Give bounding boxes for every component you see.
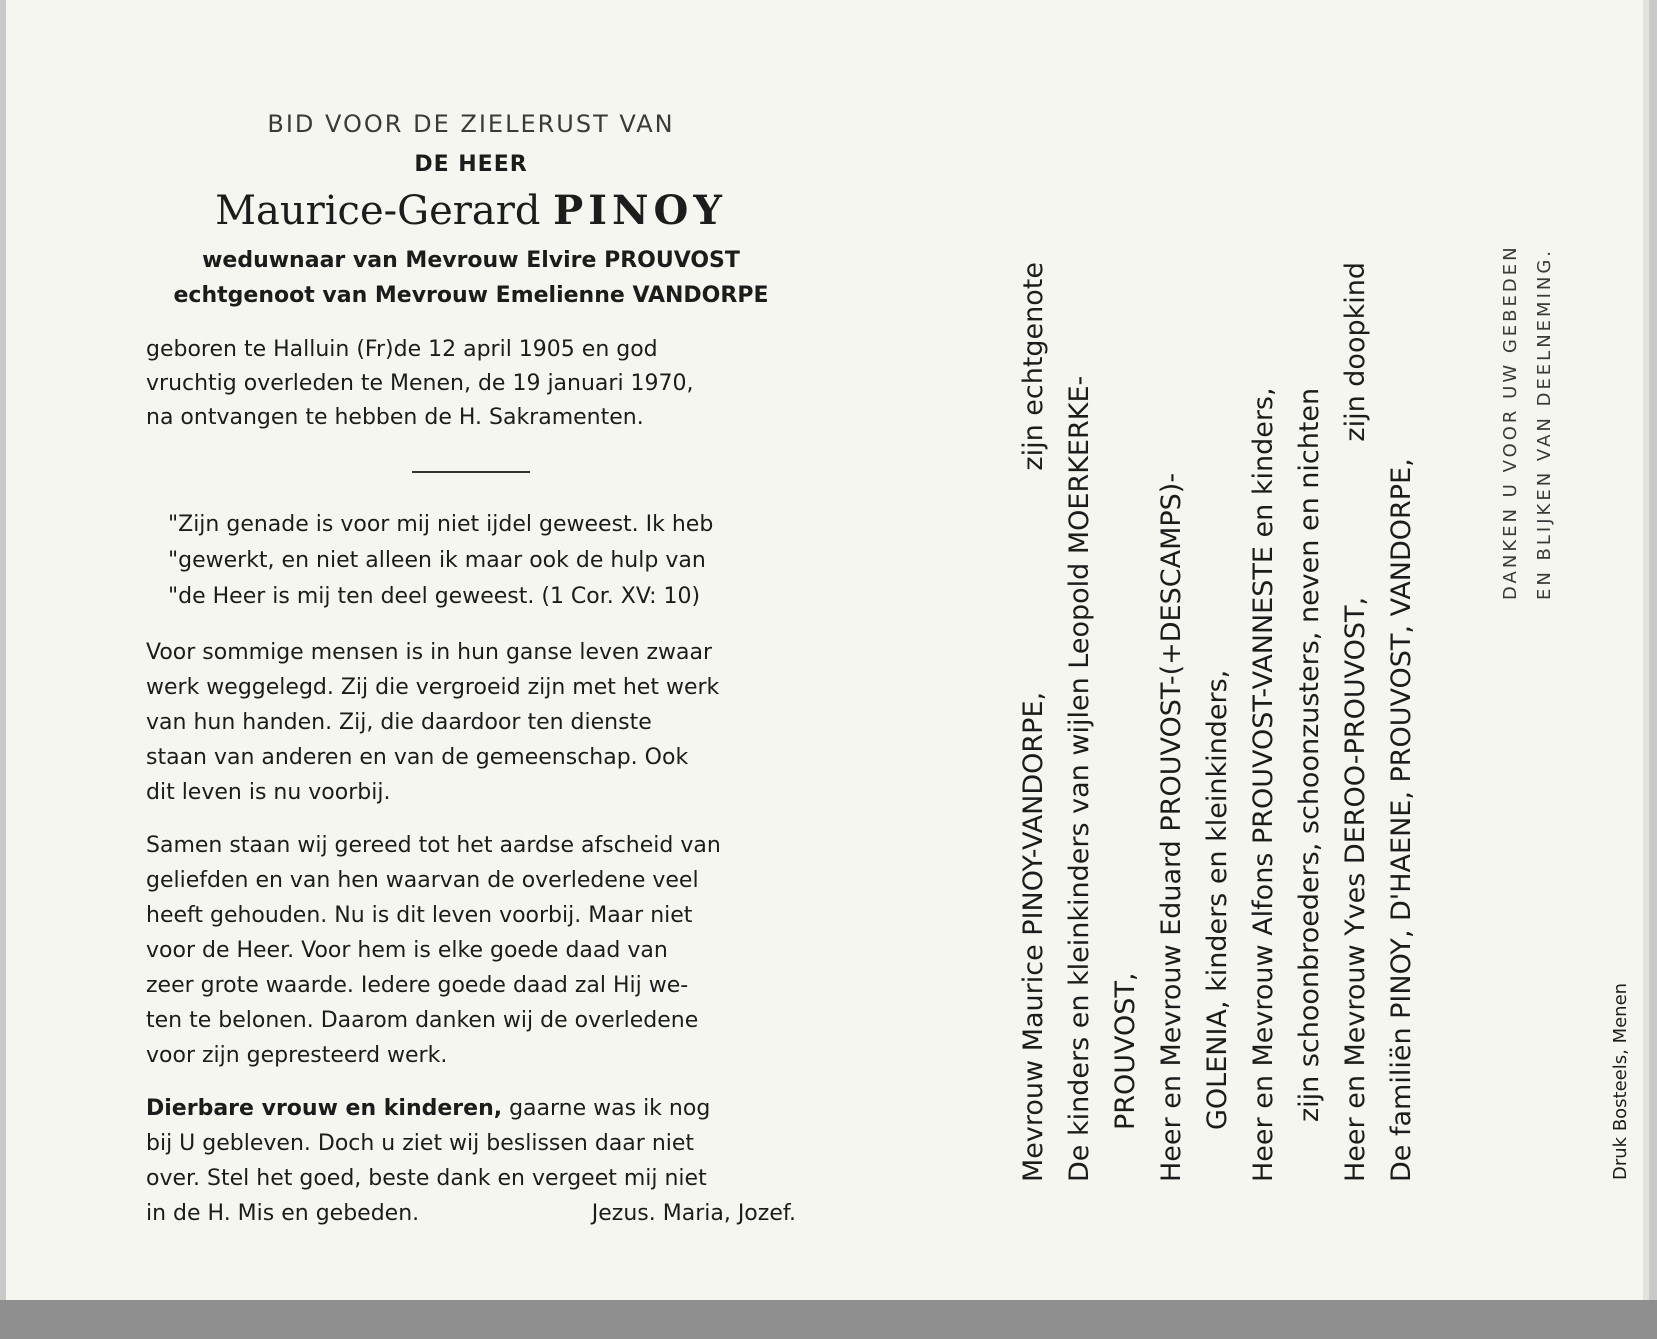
surname: PINOY — [553, 187, 727, 234]
text-line: voor de Heer. Voor hem is elke goede daad van — [146, 938, 668, 964]
mourner-name: Mevrouw Maurice PINOY-VANDORPE, — [1018, 691, 1049, 1182]
family-address: Dierbare vrouw en kinderen, — [146, 1096, 503, 1122]
text-line: EN BLIJKEN VAN DEELNEMING. — [1534, 247, 1555, 600]
text-line: dit leven is nu voorbij. — [146, 780, 391, 806]
mourner-yves — [1333, 102, 1379, 1182]
text-line: over. Stel het goed, beste dank en vergeet mij niet — [146, 1166, 707, 1192]
mourner-role: zijn doopkind — [1340, 262, 1371, 442]
mourner-name-continued: zijn schoonbroeders, schoonzusters, neven en nichten — [1294, 387, 1325, 1122]
scripture-quote — [146, 507, 796, 615]
widower-line: weduwnaar van Mevrouw Elvire PROUVOST — [202, 248, 740, 273]
text-segment: gaarne was ik nog — [502, 1096, 711, 1122]
text-segment: in de H. Mis en gebeden. — [146, 1201, 420, 1227]
text-line: heeft gehouden. Nu is dit leven voorbij. Maar niet — [146, 903, 693, 929]
mourner-name-continued: PROUVOST, — [1110, 972, 1141, 1130]
text-line: "gewerkt, en niet alleen ik maar ook de hulp van — [168, 548, 706, 574]
given-name: Maurice-Gerard — [215, 188, 541, 234]
text-line: DANKEN U VOOR UW GEBEDEN — [1500, 244, 1521, 600]
birth-death-details — [146, 333, 796, 435]
mourner-name: Heer en Mevrouw Alfons PROUVOST-VANNESTE en kinders, — [1248, 387, 1279, 1182]
closing-invocation: Jezus. Maria, Jozef. — [591, 1201, 796, 1227]
memorial-card — [6, 0, 1649, 1300]
text-line: ten te belonen. Daarom danken wij de overledene — [146, 1008, 699, 1034]
paragraph-farewell — [146, 828, 796, 1073]
text-line: vruchtig overleden te Menen, de 19 januari 1970, — [146, 371, 694, 397]
deceased-name — [146, 189, 796, 233]
text-line: voor zijn gepresteerd werk. — [146, 1043, 448, 1069]
printer-credit: Druk Bosteels, Menen — [1610, 982, 1631, 1180]
mourner-children — [1057, 102, 1149, 1182]
text-line: geboren te Halluin (Fr)de 12 april 1905 en god — [146, 337, 658, 363]
thanks-note — [1494, 244, 1562, 600]
mourner-name: Heer en Mevrouw Eduard PROUVOST-(+DESCAMPS)- — [1156, 472, 1187, 1182]
text-line: van hun handen. Zij, die daardoor ten dienste — [146, 710, 652, 736]
spouse-line: echtgenoot van Mevrouw Emelienne VANDORPE — [173, 283, 769, 309]
honorific: DE HEER — [414, 152, 528, 177]
divider — [412, 471, 530, 473]
text-line: werk weggelegd. Zij die vergroeid zijn met het werk — [146, 675, 720, 701]
mourner-alfons — [1241, 102, 1333, 1182]
mourners-list — [1011, 102, 1425, 1182]
mourner-spouse — [1011, 102, 1057, 1182]
mourner-name: Heer en Mevrouw Yves DEROO-PROUVOST, — [1340, 596, 1371, 1182]
paragraph-family — [146, 1091, 796, 1231]
mourner-eduard — [1149, 102, 1241, 1182]
mourner-name: De kinders en kleinkinders van wijlen Leopold MOERKERKE- — [1064, 375, 1095, 1182]
mourner-name-continued: GOLENIA, kinders en kleinkinders, — [1202, 669, 1233, 1130]
mourner-name: De familiën PINOY, D'HAENE, PROUVOST, VANDORPE, — [1386, 458, 1417, 1182]
text-line: Voor sommige mensen is in hun ganse leven zwaar — [146, 640, 713, 666]
relations — [146, 243, 796, 313]
text-line: zeer grote waarde. Iedere goede daad zal Hij we- — [146, 973, 689, 999]
text-line: bij U gebleven. Doch u ziet wij beslissen daar niet — [146, 1131, 695, 1157]
text-line: na ontvangen te hebben de H. Sakramenten. — [146, 405, 644, 431]
mourner-role: zijn echtgenote — [1018, 262, 1049, 471]
text-line: staan van anderen en van de gemeenschap. Ook — [146, 745, 689, 771]
prayer-page — [146, 110, 796, 1231]
text-line — [146, 1196, 796, 1231]
text-line: "Zijn genade is voor mij niet ijdel geweest. Ik heb — [168, 512, 714, 538]
scan-background — [0, 1300, 1657, 1339]
text-line: "de Heer is mij ten deel geweest. (1 Cor. XV: 10) — [168, 584, 701, 610]
text-line: Samen staan wij gereed tot het aardse afscheid van — [146, 833, 721, 859]
text-line: geliefden en van hen waarvan de overledene veel — [146, 868, 699, 894]
paragraph-work — [146, 635, 796, 810]
invocation-heading: BID VOOR DE ZIELERUST VAN — [267, 110, 675, 138]
text-line — [146, 1091, 796, 1126]
mourner-families — [1379, 102, 1425, 1182]
